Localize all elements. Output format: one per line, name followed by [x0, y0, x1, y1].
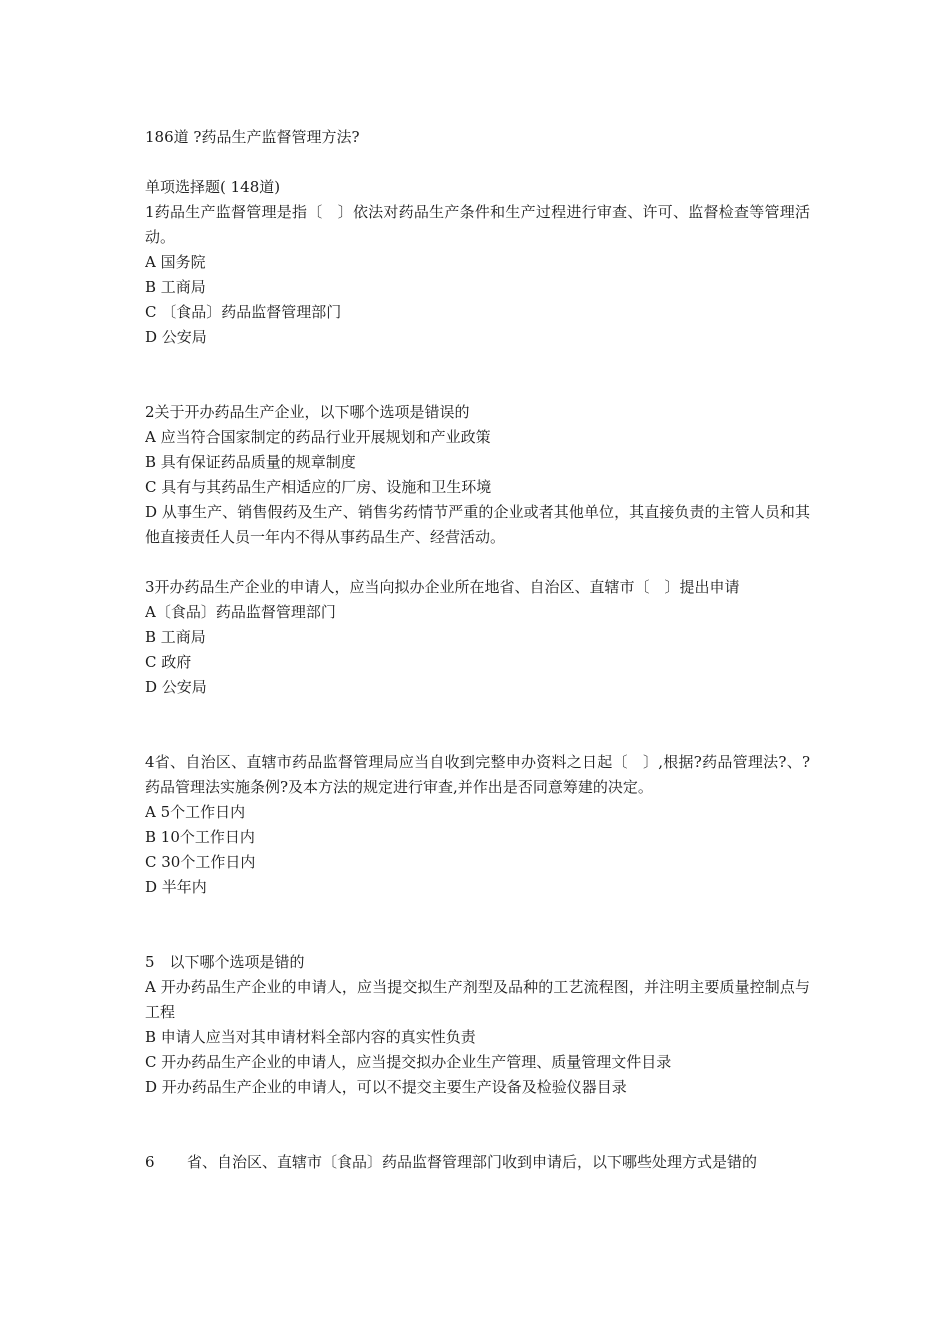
option: C 具有与其药品生产相适应的厂房、设施和卫生环境	[145, 478, 492, 496]
option: D 公安局	[145, 328, 207, 346]
option: C 30个工作日内	[145, 853, 256, 871]
question-stem: 省、自治区、直辖市〔食品〕药品监督管理部门收到申请后，以下哪些处理方式是错的	[187, 1153, 758, 1171]
option: B 具有保证药品质量的规章制度	[145, 453, 356, 471]
document-page	[145, 0, 810, 1175]
option: A 应当符合国家制定的药品行业开展规划和产业政策	[145, 428, 491, 446]
option: C 开办药品生产企业的申请人，应当提交拟办企业生产管理、质量管理文件目录	[145, 1053, 672, 1071]
option: B 申请人应当对其申请材料全部内容的真实性负责	[145, 1028, 476, 1046]
question-number: 6	[145, 1153, 155, 1171]
question-stem: 3开办药品生产企业的申请人，应当向拟办企业所在地省、自治区、直辖市〔 〕提出申请	[145, 578, 740, 596]
option: D 公安局	[145, 678, 207, 696]
option: B 工商局	[145, 628, 206, 646]
option: D 开办药品生产企业的申请人，可以不提交主要生产设备及检验仪器目录	[145, 1078, 627, 1096]
option: A 5个工作日内	[145, 803, 246, 821]
question-stem: 5 以下哪个选项是错的	[145, 953, 305, 971]
option: C 政府	[145, 653, 192, 671]
option: B 工商局	[145, 278, 206, 296]
option: A〔食品〕药品监督管理部门	[145, 603, 336, 621]
question-stem: 1药品生产监督管理是指〔 〕依法对药品生产条件和生产过程进行审查、许可、监督检查等管理活动。	[145, 203, 810, 246]
question-stem: 4省、自治区、直辖市药品监督管理局应当自收到完整申办资料之日起〔 〕,根据?药品管理法?、?药品管理法实施条例?及本方法的规定进行审查,并作出是否同意筹建的决定。	[145, 753, 810, 796]
option: C 〔食品〕药品监督管理部门	[145, 303, 342, 321]
option: A 开办药品生产企业的申请人，应当提交拟生产剂型及品种的工艺流程图，并注明主要质量控制点与工程	[145, 978, 810, 1021]
question-item	[145, 1150, 810, 1175]
document-title: 186道 ?药品生产监督管理方法?	[145, 128, 360, 146]
option: D 半年内	[145, 878, 207, 896]
section-heading: 单项选择题( 148道)	[145, 178, 281, 196]
option: D 从事生产、销售假药及生产、销售劣药情节严重的企业或者其他单位，其直接负责的主管人员和其他直接责任人员一年内不得从事药品生产、经营活动。	[145, 503, 810, 546]
question-stem: 2关于开办药品生产企业，以下哪个选项是错误的	[145, 403, 470, 421]
option: B 10个工作日内	[145, 828, 255, 846]
option: A 国务院	[145, 253, 206, 271]
